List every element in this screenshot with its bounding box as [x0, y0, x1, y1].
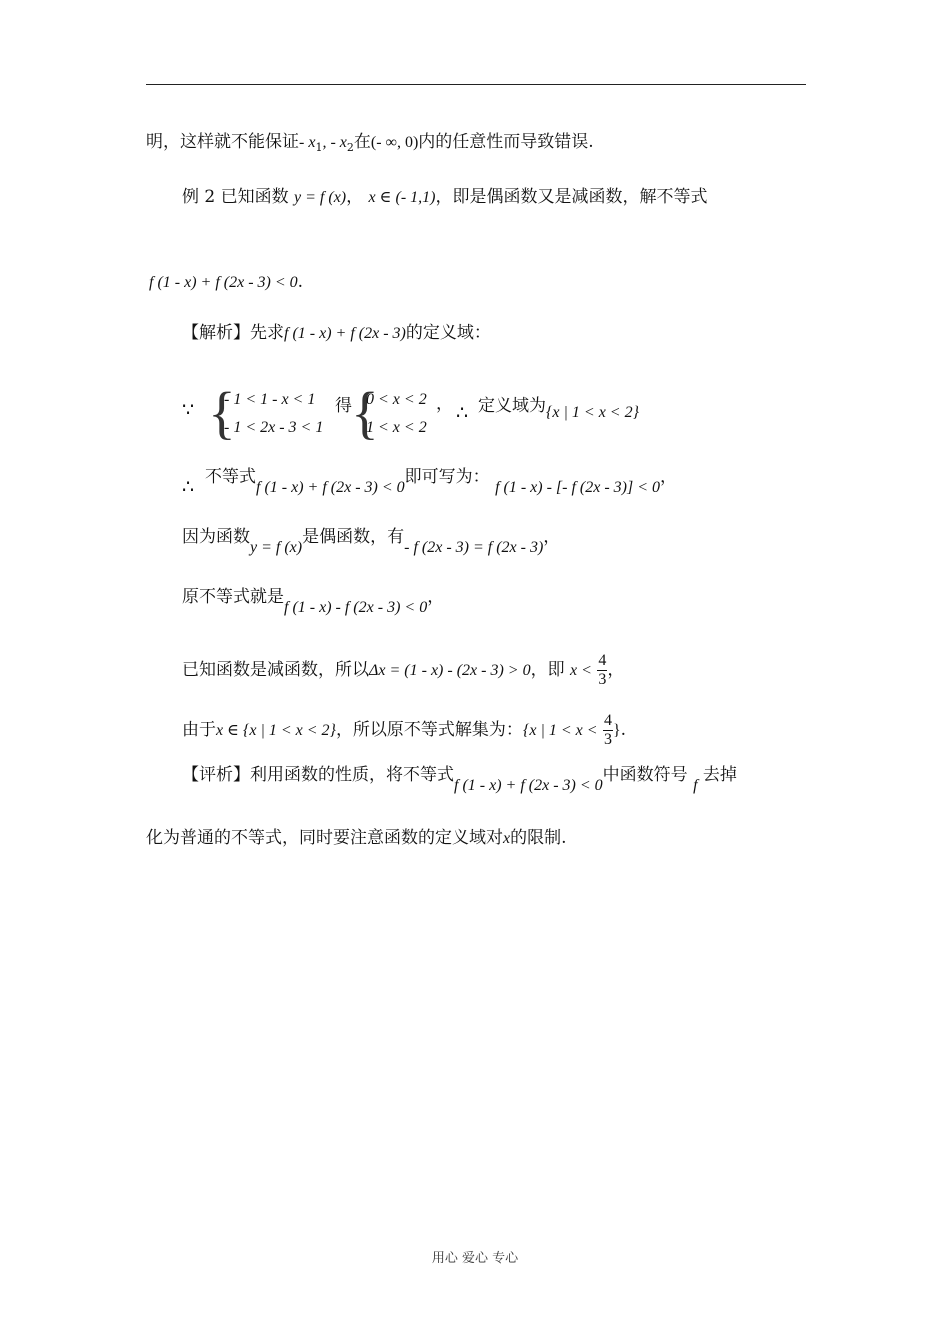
solution-intro: 【解析】先求f (1 - x) + f (2x - 3)的定义域：	[182, 323, 491, 343]
comment-line-2: 化为普通的不等式，同时要注意函数的定义域对x的限制.	[146, 828, 567, 848]
header-rule	[146, 84, 806, 85]
left-brace-2: {	[351, 380, 379, 445]
comment-line: 【评析】利用函数的性质，将不等式f (1 - x) + f (2x - 3) < 0中函数符号 f 去掉	[182, 765, 737, 794]
therefore-symbol-2: ∴	[182, 476, 195, 498]
de-text: 得	[335, 396, 352, 416]
even-function-line: 因为函数y = f (x)是偶函数，有- f (2x - 3) = f (2x - 3)，	[182, 527, 561, 556]
fraction-4-3-b: $\frac{4}{3}$	[603, 712, 612, 748]
comma: ，	[436, 394, 453, 414]
inequality-system-1: - 1 < 1 - x < 1 - 1 < 2x - 3 < 1	[224, 391, 324, 436]
text-line-1: 明，这样就不能保证- $x_1$, - $x_2$在(- ∞, 0)内的任意性而导致错误.	[146, 132, 594, 154]
fraction-4-3: $\frac{4}{3}$	[598, 652, 607, 688]
page-footer: 用心 爱心 专心	[431, 1251, 519, 1266]
rewrite-line: 不等式f (1 - x) + f (2x - 3) < 0即可写为： f (1 - x) - [- f (2x - 3)] < 0，	[205, 467, 678, 496]
original-inequality-line: 原不等式就是f (1 - x) - f (2x - 3) < 0，	[182, 587, 445, 616]
decreasing-line: 已知函数是减函数，所以Δx = (1 - x) - (2x - 3) > 0，即 x < $\frac{4}{3}$ ，	[182, 652, 625, 688]
left-brace-1: {	[208, 380, 236, 445]
because-symbol: ∵	[182, 399, 195, 421]
domain-label: 定义域为{x | 1 < x < 2}	[478, 396, 639, 421]
example-2-line: 例 2 已知函数 y = f (x)， x ∈ (- 1,1)，即是偶函数又是减函数，解不等式	[182, 187, 708, 207]
solution-set-line: 由于x ∈ {x | 1 < x < 2}，所以原不等式解集为：{x | 1 < x < $\frac{4}{3}$ }.	[182, 712, 627, 748]
therefore-symbol: ∴	[456, 402, 469, 424]
inequality-line: f (1 - x) + f (2x - 3) < 0.	[149, 272, 304, 292]
inequality-system-2: 0 < x < 2 1 < x < 2	[366, 391, 427, 436]
